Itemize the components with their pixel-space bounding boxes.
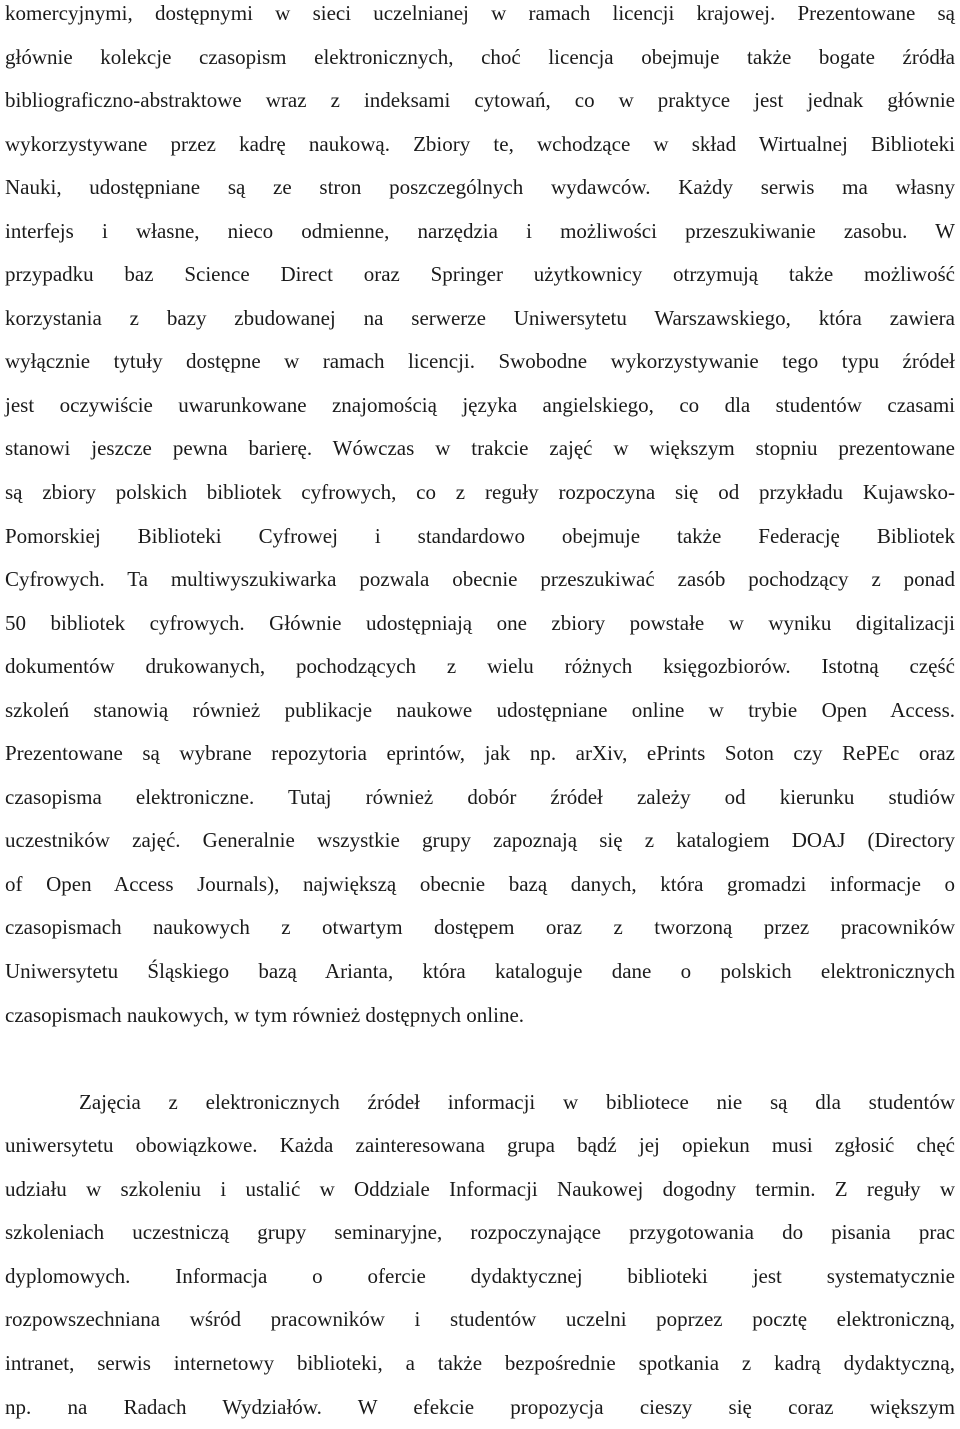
text-line: jest oczywiście uwarunkowane znajomością języka angielskiego, co dla studentów czasami (5, 384, 955, 428)
text-line: komercyjnymi, dostępnymi w sieci uczelnianej w ramach licencji krajowej. Prezentowane są (5, 0, 955, 36)
text-line: interfejs i własne, nieco odmienne, narzędzia i możliwości przeszukiwanie zasobu. W (5, 210, 955, 254)
text-line: Zajęcia z elektronicznych źródeł informacji w bibliotece nie są dla studentów (5, 1081, 955, 1125)
text-line: intranet, serwis internetowy biblioteki, a także bezpośrednie spotkania z kadrą dydaktyczną, (5, 1342, 955, 1386)
text-line: dyplomowych. Informacja o ofercie dydaktycznej biblioteki jest systematycznie (5, 1255, 955, 1299)
text-line: wykorzystywane przez kadrę naukową. Zbiory te, wchodzące w skład Wirtualnej Biblioteki (5, 123, 955, 167)
text-line: czasopismach naukowych z otwartym dostępem oraz z tworzoną przez pracowników (5, 906, 955, 950)
text-line: uczestników zajęć. Generalnie wszystkie grupy zapoznają się z katalogiem DOAJ (Directory (5, 819, 955, 863)
text-line: szkoleń stanowią również publikacje naukowe udostępniane online w trybie Open Access. (5, 689, 955, 733)
text-line: głównie kolekcje czasopism elektronicznych, choć licencja obejmuje także bogate źródła (5, 36, 955, 80)
paragraph-library-resources (5, 0, 955, 1037)
text-line: wyłącznie tytuły dostępne w ramach licencji. Swobodne wykorzystywanie tego typu źródeł (5, 340, 955, 384)
text-line: przypadku baz Science Direct oraz Springer użytkownicy otrzymują także możliwość (5, 253, 955, 297)
paragraph-gap (5, 1037, 955, 1081)
text-line: dokumentów drukowanych, pochodzących z wielu różnych księgozbiorów. Istotną część (5, 645, 955, 689)
text-line: bibliograficzno-abstraktowe wraz z indeksami cytowań, co w praktyce jest jednak głównie (5, 79, 955, 123)
text-line: Pomorskiej Biblioteki Cyfrowej i standardowo obejmuje także Federację Bibliotek (5, 515, 955, 559)
text-line: udziału w szkoleniu i ustalić w Oddziale Informacji Naukowej dogodny termin. Z reguły w (5, 1168, 955, 1212)
document-page (5, 0, 955, 1429)
text-line: 50 bibliotek cyfrowych. Głównie udostępniają one zbiory powstałe w wyniku digitalizacji (5, 602, 955, 646)
text-line: czasopismach naukowych, w tym również dostępnych online. (5, 994, 955, 1038)
text-line: korzystania z bazy zbudowanej na serwerze Uniwersytetu Warszawskiego, która zawiera (5, 297, 955, 341)
text-line: Cyfrowych. Ta multiwyszukiwarka pozwala obecnie przeszukiwać zasób pochodzący z ponad (5, 558, 955, 602)
text-line: Uniwersytetu Śląskiego bazą Arianta, która kataloguje dane o polskich elektronicznych (5, 950, 955, 994)
text-line: Nauki, udostępniane są ze stron poszczególnych wydawców. Każdy serwis ma własny (5, 166, 955, 210)
text-line: rozpowszechniana wśród pracowników i studentów uczelni poprzez pocztę elektroniczną, (5, 1298, 955, 1342)
text-line: stanowi jeszcze pewna barierę. Wówczas w trakcie zajęć w większym stopniu prezentowane (5, 427, 955, 471)
text-line: czasopisma elektroniczne. Tutaj również dobór źródeł zależy od kierunku studiów (5, 776, 955, 820)
text-line: of Open Access Journals), największą obecnie bazą danych, która gromadzi informacje o (5, 863, 955, 907)
paragraph-classes-info (5, 1081, 955, 1429)
text-line: Prezentowane są wybrane repozytoria eprintów, jak np. arXiv, ePrints Soton czy RePEc oraz (5, 732, 955, 776)
text-line: są zbiory polskich bibliotek cyfrowych, co z reguły rozpoczyna się od przykładu Kujawsko- (5, 471, 955, 515)
text-line: uniwersytetu obowiązkowe. Każda zainteresowana grupa bądź jej opiekun musi zgłosić chęć (5, 1124, 955, 1168)
text-line: np. na Radach Wydziałów. W efekcie propozycja cieszy się coraz większym (5, 1386, 955, 1429)
text-line: szkoleniach uczestniczą grupy seminaryjne, rozpoczynające przygotowania do pisania prac (5, 1211, 955, 1255)
